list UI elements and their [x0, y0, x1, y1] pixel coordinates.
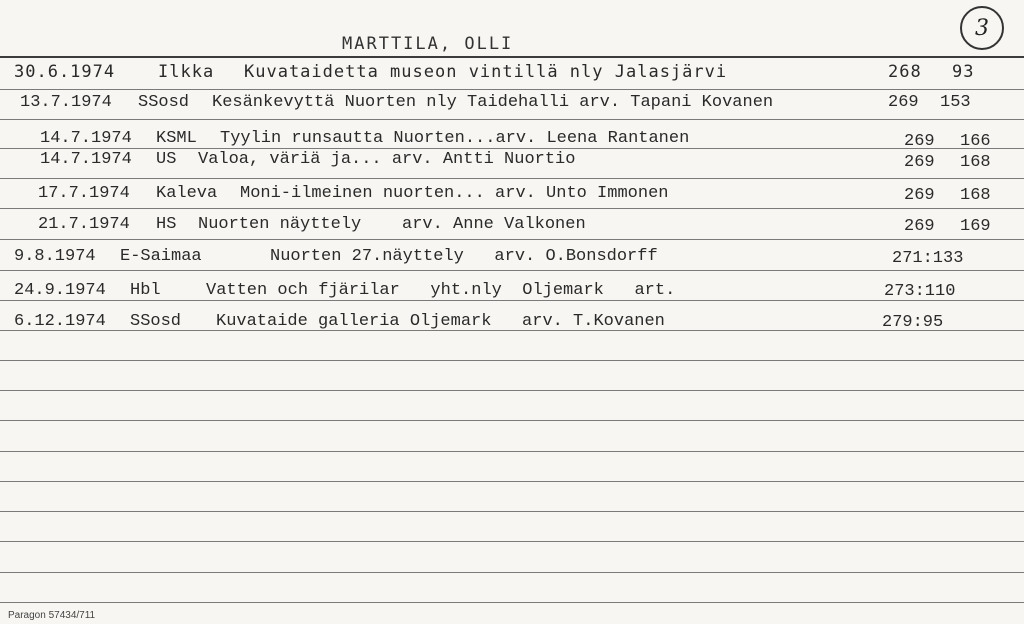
- entry-ref-page: 93: [952, 62, 975, 82]
- ruled-line: [0, 541, 1024, 542]
- entry-source: HS: [156, 215, 177, 234]
- ruled-line: [0, 300, 1024, 301]
- entry-title: Vatten och fjärilar yht.nly Oljemark art.: [206, 281, 676, 300]
- entry-ref: 271:133: [892, 249, 964, 268]
- entry-ref-page: 169: [960, 217, 991, 236]
- ruled-line: [0, 148, 1024, 149]
- entry-ref-page: 168: [960, 153, 991, 172]
- entry-date: 24.9.1974: [14, 281, 106, 300]
- ruled-line: [0, 119, 1024, 120]
- ruled-line: [0, 451, 1024, 452]
- entry-ref-page: 153: [940, 93, 971, 112]
- card-print-code: Paragon 57434/711: [8, 610, 96, 621]
- entry-ref-page: 166: [960, 132, 991, 151]
- entry-date: 21.7.1974: [38, 215, 130, 234]
- entry-ref: 273:110: [884, 282, 956, 301]
- ruled-line: [0, 239, 1024, 240]
- entry-title: Valoa, väriä ja... arv. Antti Nuortio: [198, 150, 576, 169]
- ruled-line: [0, 390, 1024, 391]
- entry-title: Kesänkevyttä Nuorten nly Taidehalli arv. Tapani Kovanen: [212, 93, 774, 112]
- entry-date: 14.7.1974: [40, 150, 132, 169]
- entry-source: Hbl: [130, 281, 161, 300]
- entry-title: Nuorten näyttely arv. Anne Valkonen: [198, 215, 586, 234]
- entry-ref-volume: 269: [904, 153, 935, 172]
- entry-date: 9.8.1974: [14, 247, 96, 266]
- entry-title: Tyylin runsautta Nuorten...arv. Leena Rantanen: [220, 129, 690, 148]
- ruled-line: [0, 572, 1024, 573]
- ruled-line: [0, 602, 1024, 603]
- entry-date: 17.7.1974: [38, 184, 130, 203]
- header-rule: [0, 56, 1024, 58]
- entry-ref-volume: 269: [904, 132, 935, 151]
- entry-source: SSosd: [130, 312, 182, 331]
- entry-ref-volume: 269: [904, 186, 935, 205]
- ruled-line: [0, 208, 1024, 209]
- entry-date: 30.6.1974: [14, 62, 116, 82]
- entry-title: Moni-ilmeinen nuorten... arv. Unto Immonen: [240, 184, 669, 203]
- entry-ref-page: 168: [960, 186, 991, 205]
- entry-ref-volume: 269: [888, 93, 919, 112]
- entry-source: US: [156, 150, 177, 169]
- ruled-line: [0, 481, 1024, 482]
- entry-date: 13.7.1974: [20, 93, 112, 112]
- ruled-line: [0, 420, 1024, 421]
- entry-ref-volume: 269: [904, 217, 935, 236]
- ruled-line: [0, 360, 1024, 361]
- entry-title: Nuorten 27.näyttely arv. O.Bonsdorff: [270, 247, 658, 266]
- ruled-line: [0, 89, 1024, 90]
- entry-date: 14.7.1974: [40, 129, 132, 148]
- entry-title: Kuvataidetta museon vintillä nly Jalasjärvi: [244, 62, 728, 82]
- ruled-line: [0, 270, 1024, 271]
- ruled-line: [0, 178, 1024, 179]
- entry-source: Kaleva: [156, 184, 218, 203]
- entry-date: 6.12.1974: [14, 312, 106, 331]
- entry-source: KSML: [156, 129, 197, 148]
- entry-source: Ilkka: [158, 62, 215, 82]
- entry-source: E-Saimaa: [120, 247, 202, 266]
- ruled-line: [0, 511, 1024, 512]
- entry-title: Kuvataide galleria Oljemark arv. T.Kovanen: [216, 312, 665, 331]
- card-heading-name: MARTTILA, OLLI: [342, 34, 514, 54]
- entry-ref-volume: 268: [888, 62, 922, 82]
- entry-source: SSosd: [138, 93, 190, 112]
- page-number-circle: 3: [960, 6, 1004, 50]
- entry-ref: 279:95: [882, 313, 944, 332]
